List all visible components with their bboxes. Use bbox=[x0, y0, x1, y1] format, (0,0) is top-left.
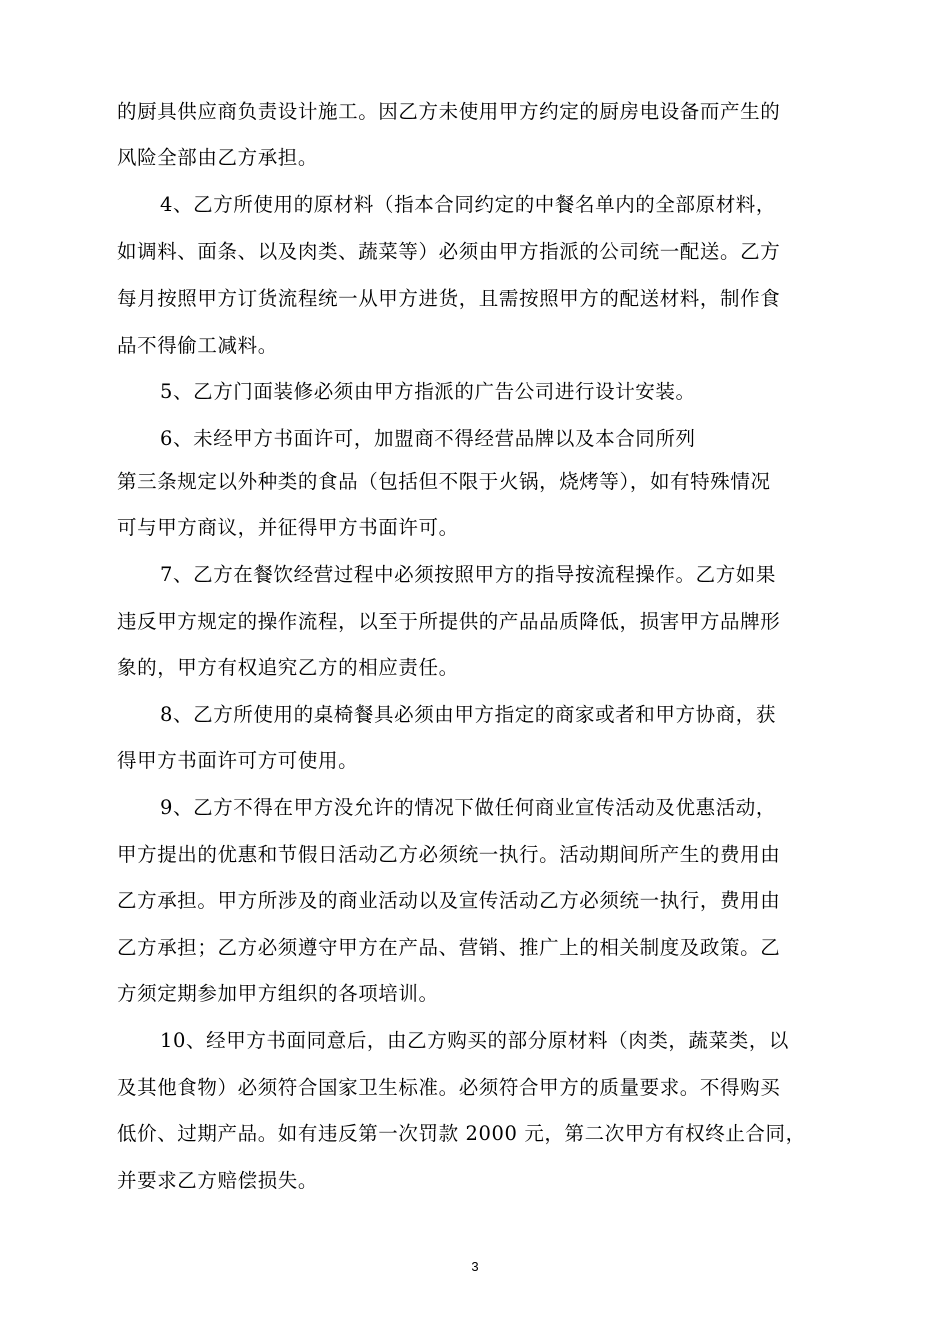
text-line: 象的，甲方有权追究乙方的相应责任。 bbox=[117, 656, 459, 679]
text-line: 低价、过期产品。如有违反第一次罚款 2000 元，第二次甲方有权终止合同， bbox=[117, 1122, 806, 1145]
text-line: 风险全部由乙方承担。 bbox=[117, 146, 319, 169]
text-line: 得甲方书面许可方可使用。 bbox=[117, 749, 359, 772]
text-line: 如调料、面条、以及肉类、蔬菜等）必须由甲方指派的公司统一配送。乙方 bbox=[117, 240, 781, 263]
text-line: 及其他食物）必须符合国家卫生标准。必须符合甲方的质量要求。不得购买 bbox=[117, 1076, 781, 1099]
paragraph-5-start: 5、乙方门面装修必须由甲方指派的广告公司进行设计安装。 bbox=[160, 380, 696, 403]
paragraph-10-start: 10、经甲方书面同意后，由乙方购买的部分原材料（肉类，蔬菜类，以 bbox=[160, 1029, 790, 1052]
page-number: 3 bbox=[471, 1259, 479, 1274]
text-line: 并要求乙方赔偿损失。 bbox=[117, 1169, 319, 1192]
text-line: 乙方承担；乙方必须遵守甲方在产品、营销、推广上的相关制度及政策。乙 bbox=[117, 936, 781, 959]
text-line: 乙方承担。甲方所涉及的商业活动以及宣传活动乙方必须统一执行，费用由 bbox=[117, 889, 781, 912]
paragraph-4-start: 4、乙方所使用的原材料（指本合同约定的中餐名单内的全部原材料， bbox=[160, 193, 777, 216]
text-line: 可与甲方商议，并征得甲方书面许可。 bbox=[117, 516, 459, 539]
text-line: 甲方提出的优惠和节假日活动乙方必须统一执行。活动期间所产生的费用由 bbox=[117, 843, 781, 866]
text-line: 品不得偷工减料。 bbox=[117, 334, 278, 357]
text-line: 第三条规定以外种类的食品（包括但不限于火锅，烧烤等），如有特殊情况 bbox=[117, 470, 771, 493]
paragraph-7-start: 7、乙方在餐饮经营过程中必须按照甲方的指导按流程操作。乙方如果 bbox=[160, 563, 777, 586]
text-line: 每月按照甲方订货流程统一从甲方进货，且需按照甲方的配送材料，制作食 bbox=[117, 287, 781, 310]
paragraph-9-start: 9、乙方不得在甲方没允许的情况下做任何商业宣传活动及优惠活动， bbox=[160, 796, 777, 819]
text-line: 违反甲方规定的操作流程，以至于所提供的产品品质降低，损害甲方品牌形 bbox=[117, 610, 781, 633]
paragraph-6-start: 6、未经甲方书面许可，加盟商不得经营品牌以及本合同所列 bbox=[160, 427, 696, 450]
text-line: 方须定期参加甲方组织的各项培训。 bbox=[117, 982, 439, 1005]
paragraph-8-start: 8、乙方所使用的桌椅餐具必须由甲方指定的商家或者和甲方协商，获 bbox=[160, 703, 777, 726]
text-line: 的厨具供应商负责设计施工。因乙方未使用甲方约定的厨房电设备而产生的 bbox=[117, 100, 781, 123]
